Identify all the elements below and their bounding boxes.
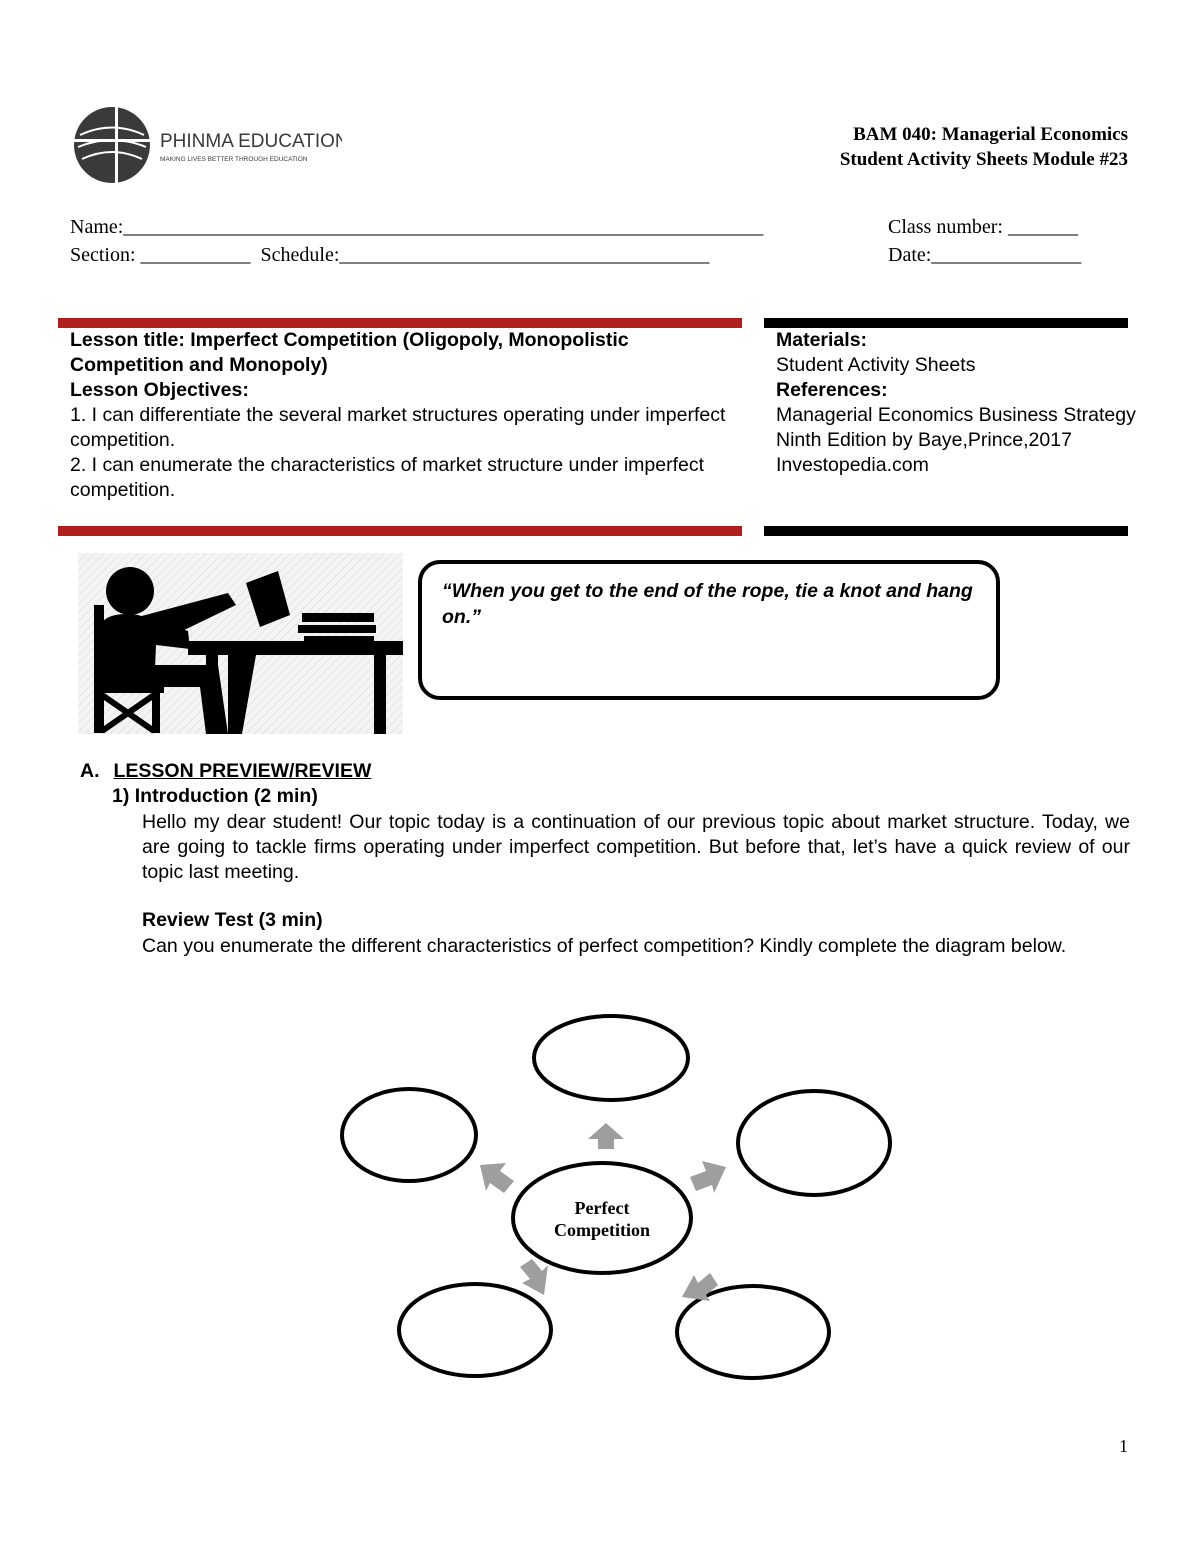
lesson-info xyxy=(70,328,730,503)
lesson-title: Lesson title: Imperfect Competition (Oligopoly, Monopolistic Competition and Monopoly) xyxy=(70,329,629,376)
materials-info xyxy=(776,328,1136,478)
arrow-down-left-icon xyxy=(520,1259,548,1295)
phinma-logo-icon xyxy=(72,105,342,185)
answer-oval-right[interactable] xyxy=(738,1091,890,1195)
quote-text: “When you get to the end of the rope, tie a knot and hang on.” xyxy=(442,580,973,628)
references-site: Investopedia.com xyxy=(776,454,929,476)
references-label: References: xyxy=(776,379,888,401)
logo-tagline: MAKING LIVES BETTER THROUGH EDUCATION xyxy=(160,156,308,163)
materials-top-bar xyxy=(764,318,1128,328)
student-studying-icon xyxy=(78,553,403,734)
answer-oval-bottom-right[interactable] xyxy=(677,1286,829,1378)
answer-oval-top[interactable] xyxy=(534,1016,688,1100)
objective-1: 1. I can differentiate the several market structures operating under imperfect competition. xyxy=(70,404,726,451)
materials-bottom-bar xyxy=(764,526,1128,536)
introduction-heading: 1) Introduction (2 min) xyxy=(112,785,318,807)
section-a-letter: A. xyxy=(80,760,100,782)
course-title: BAM 040: Managerial Economics xyxy=(853,124,1128,145)
date-field[interactable]: Date:_______________ xyxy=(888,244,1082,266)
module-title: Student Activity Sheets Module #23 xyxy=(839,149,1128,170)
materials-value: Student Activity Sheets xyxy=(776,354,976,376)
section-a-heading xyxy=(80,760,371,783)
arrow-up-right-icon xyxy=(690,1161,726,1193)
name-field[interactable]: Name:________________________________________________________________ xyxy=(70,216,764,238)
class-number-field[interactable]: Class number: _______ xyxy=(888,216,1078,238)
answer-oval-bottom-left[interactable] xyxy=(399,1284,551,1376)
section-a-title: LESSON PREVIEW/REVIEW xyxy=(113,760,372,782)
student-studying-illustration xyxy=(78,553,403,734)
objectives-label: Lesson Objectives: xyxy=(70,379,249,401)
arrow-up-icon xyxy=(588,1123,624,1149)
perfect-competition-diagram xyxy=(330,1005,910,1385)
introduction-text: Hello my dear student! Our topic today is a continuation of our previous topic about market structure. Today, we are going to tackle firms operating under imperfect competition. But before that, let’s have a quick review of our topic last meeting. xyxy=(142,811,1130,883)
center-oval xyxy=(513,1163,691,1273)
lesson-top-bar xyxy=(58,318,742,328)
logo-text: PHINMA EDUCATION xyxy=(160,131,342,152)
objective-2: 2. I can enumerate the characteristics of market structure under imperfect competition. xyxy=(70,454,705,501)
center-label-line1: Perfect xyxy=(574,1198,630,1218)
course-header xyxy=(840,122,1128,172)
references-value: Managerial Economics Business Strategy Ninth Edition by Baye,Prince,2017 xyxy=(776,404,1136,451)
section-schedule-field[interactable]: Section: ___________ Schedule:_____________________________________ xyxy=(70,244,710,266)
review-test-heading: Review Test (3 min) xyxy=(142,909,323,931)
arrow-up-left-icon xyxy=(480,1163,514,1193)
materials-label: Materials: xyxy=(776,329,868,351)
phinma-logo xyxy=(72,105,342,185)
page-number: 1 xyxy=(1119,1436,1128,1456)
answer-oval-left[interactable] xyxy=(342,1089,476,1181)
review-test-text: Can you enumerate the different characteristics of perfect competition? Kindly complete the diagram below. xyxy=(142,935,1067,957)
diagram-svg xyxy=(330,1005,910,1385)
lesson-bottom-bar xyxy=(58,526,742,536)
center-label-line2: Competition xyxy=(554,1220,650,1240)
